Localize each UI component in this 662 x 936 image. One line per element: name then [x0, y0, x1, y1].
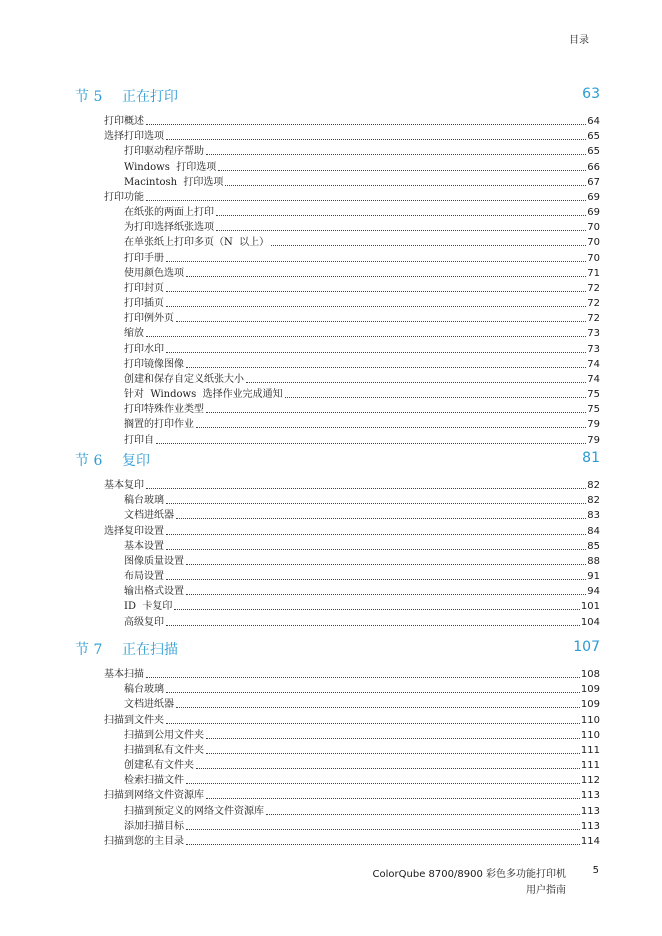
dot-leader	[206, 798, 580, 799]
toc-subentry[interactable]	[124, 387, 600, 401]
dot-leader	[246, 382, 586, 383]
toc-entry-page: 70	[587, 252, 600, 264]
toc-subentry[interactable]	[124, 402, 600, 416]
toc-entry-title: 打印镜像图像	[124, 358, 184, 370]
toc-subentry[interactable]	[124, 743, 600, 757]
running-header: 目录	[569, 35, 589, 46]
toc-entry-title: 扫描到网络文件资源库	[104, 790, 204, 802]
toc-entry-page: 91	[587, 571, 600, 583]
footer-product-title: ColorQube 8700/8900 彩色多功能打印机	[372, 869, 566, 880]
toc-entry-page: 79	[587, 434, 600, 446]
toc-subentry[interactable]	[124, 342, 600, 356]
toc-subentry[interactable]	[124, 251, 600, 265]
dot-leader	[166, 139, 586, 140]
toc-entry-title: 高级复印	[124, 616, 164, 628]
toc-entry-page: 109	[580, 699, 600, 711]
toc-entry-page: 84	[587, 525, 600, 537]
toc-entry[interactable]	[104, 667, 600, 681]
toc-entry-page: 69	[587, 191, 600, 203]
toc-subentry[interactable]	[124, 584, 600, 598]
dot-leader	[186, 783, 580, 784]
toc-entry-title: 缩放	[124, 328, 144, 340]
dot-leader	[186, 829, 580, 830]
toc-entry-title: 扫描到私有文件夹	[124, 744, 204, 756]
dot-leader	[216, 215, 586, 216]
dot-leader	[196, 427, 586, 428]
dot-leader	[166, 549, 586, 550]
toc-entry-title: 基本设置	[124, 540, 164, 552]
dot-leader	[166, 306, 586, 307]
toc-entry-page: 70	[587, 222, 600, 234]
dot-leader	[186, 367, 586, 368]
toc-entry-page: 69	[587, 207, 600, 219]
toc-subentry[interactable]	[124, 773, 600, 787]
toc-entry-title: 基本复印	[104, 480, 144, 491]
dot-leader	[146, 200, 586, 201]
dot-leader	[196, 768, 580, 769]
toc-subentry[interactable]	[124, 281, 600, 295]
toc-entry-page: 112	[580, 775, 600, 787]
toc-entry-title: 打印封页	[124, 282, 164, 294]
toc-entry-page: 64	[587, 116, 600, 127]
section-label: 节 6	[75, 453, 103, 469]
toc-entry[interactable]	[104, 190, 600, 204]
section-label: 节 5	[75, 89, 103, 105]
toc-entry-title: 针对 Windows 选择作业完成通知	[124, 389, 283, 401]
toc-subentry[interactable]	[124, 235, 600, 249]
toc-entry-page: 82	[587, 480, 600, 491]
dot-leader	[166, 534, 586, 535]
toc-entry-title: 打印水印	[124, 343, 164, 355]
toc-entry-page: 113	[580, 805, 600, 817]
dot-leader	[166, 352, 586, 353]
toc-entry-title: 打印插页	[124, 298, 164, 310]
toc-entry-page: 82	[587, 495, 600, 507]
toc-entry-title: 检索扫描文件	[124, 775, 184, 787]
dot-leader	[271, 245, 586, 246]
section-title: 正在扫描	[122, 642, 178, 658]
section-label: 节 7	[75, 642, 103, 658]
toc-entry-title: 选择复印设置	[104, 525, 164, 537]
toc-subentry[interactable]	[124, 296, 600, 310]
toc-entry-page: 75	[587, 404, 600, 416]
dot-leader	[216, 230, 586, 231]
toc-entry-title: 基本扫描	[104, 669, 144, 680]
toc-entry-title: 在单张纸上打印多页（N 以上）	[124, 237, 270, 249]
toc-entry-title: 打印概述	[104, 116, 144, 127]
toc-entry-title: 布局设置	[124, 571, 164, 583]
toc-entry-title: 选择打印选项	[104, 131, 164, 143]
toc-entry-title: 创建和保存自定义纸张大小	[124, 373, 244, 385]
toc-subentry[interactable]	[124, 144, 600, 158]
toc-entry-page: 113	[580, 790, 600, 802]
dot-leader	[206, 412, 586, 413]
toc-entry-page: 88	[587, 555, 600, 567]
toc-entry-page: 111	[580, 744, 600, 756]
toc-subentry[interactable]	[124, 682, 600, 696]
toc-entry-page: 104	[580, 616, 600, 628]
dot-leader	[218, 170, 586, 171]
toc-entry[interactable]	[104, 713, 600, 727]
toc-entry-page: 71	[587, 267, 600, 279]
toc-entry-title: 使用颜色选项	[124, 267, 184, 279]
dot-leader	[225, 185, 586, 186]
toc-entry-page: 66	[587, 161, 600, 173]
toc-entry-page: 72	[587, 298, 600, 310]
dot-leader	[206, 738, 580, 739]
dot-leader	[146, 677, 580, 678]
toc-entry-page: 67	[587, 176, 600, 188]
toc-entry-title: 稿台玻璃	[124, 684, 164, 696]
dot-leader	[166, 625, 580, 626]
toc-entry[interactable]	[104, 788, 600, 802]
dot-leader	[146, 124, 586, 125]
toc-entry-title: 在纸张的两面上打印	[124, 207, 214, 219]
footer-subtitle: 用户指南	[526, 885, 566, 896]
toc-entry-page: 85	[587, 540, 600, 552]
toc-entry-title: 打印特殊作业类型	[124, 404, 204, 416]
dot-leader	[206, 753, 580, 754]
toc-subentry[interactable]	[124, 615, 600, 629]
section-title: 复印	[122, 453, 150, 469]
toc-entry-page: 73	[587, 328, 600, 340]
section-heading[interactable]	[75, 639, 600, 659]
toc-entry-title: 扫描到文件夹	[104, 714, 164, 726]
toc-entry[interactable]	[104, 114, 600, 128]
dot-leader	[176, 518, 586, 519]
section-page-number: 107	[573, 639, 600, 655]
toc-subentry[interactable]	[124, 372, 600, 386]
toc-subentry[interactable]	[124, 728, 600, 742]
toc-entry-page: 83	[587, 510, 600, 522]
toc-subentry[interactable]	[124, 493, 600, 507]
toc-entry-page: 94	[587, 586, 600, 598]
dot-leader	[174, 609, 580, 610]
section-title: 正在打印	[122, 89, 178, 105]
toc-entry-title: 打印驱动程序帮助	[124, 146, 204, 158]
toc-entry-title: Macintosh 打印选项	[124, 176, 224, 188]
toc-entry-title: 为打印选择纸张选项	[124, 222, 214, 234]
toc-subentry[interactable]	[124, 539, 600, 553]
dot-leader	[186, 564, 586, 565]
toc-entry[interactable]	[104, 129, 600, 143]
toc-subentry[interactable]	[124, 569, 600, 583]
section-heading[interactable]	[75, 450, 600, 470]
dot-leader	[166, 579, 586, 580]
dot-leader	[146, 488, 586, 489]
toc-entry-title: 扫描到您的主目录	[104, 835, 184, 847]
toc-entry-title: 扫描到预定义的网络文件资源库	[124, 805, 264, 817]
dot-leader	[186, 844, 580, 845]
toc-subentry[interactable]	[124, 357, 600, 371]
dot-leader	[176, 707, 580, 708]
toc-subentry[interactable]	[124, 160, 600, 174]
toc-entry-page: 73	[587, 343, 600, 355]
toc-entry-page: 75	[587, 389, 600, 401]
dot-leader	[166, 503, 586, 504]
dot-leader	[285, 397, 587, 398]
toc-entry-title: 创建私有文件夹	[124, 760, 194, 772]
toc-entry-page: 113	[580, 820, 600, 832]
toc-subentry[interactable]	[124, 433, 600, 447]
toc-subentry[interactable]	[124, 326, 600, 340]
toc-entry-page: 110	[580, 729, 600, 741]
toc-entry-page: 65	[587, 131, 600, 143]
toc-subentry[interactable]	[124, 417, 600, 431]
toc-entry-page: 65	[587, 146, 600, 158]
footer-page-number: 5	[592, 865, 599, 876]
dot-leader	[186, 276, 586, 277]
toc-entry-title: 扫描到公用文件夹	[124, 729, 204, 741]
toc-entry[interactable]	[104, 478, 600, 492]
toc-entry-title: 打印功能	[104, 191, 144, 203]
toc-entry-page: 101	[580, 601, 600, 613]
toc-subentry[interactable]	[124, 508, 600, 522]
dot-leader	[166, 723, 580, 724]
toc-entry-page: 79	[587, 419, 600, 431]
toc-entry-page: 111	[580, 760, 600, 772]
toc-entry-page: 110	[580, 714, 600, 726]
toc-subentry[interactable]	[124, 758, 600, 772]
toc-entry-title: 打印手册	[124, 252, 164, 264]
section-heading[interactable]	[75, 86, 600, 106]
toc-entry-page: 72	[587, 282, 600, 294]
dot-leader	[186, 594, 586, 595]
toc-entry-title: 文档进纸器	[124, 510, 174, 522]
toc-subentry[interactable]	[124, 819, 600, 833]
dot-leader	[166, 291, 586, 292]
toc-entry-title: 添加扫描目标	[124, 820, 184, 832]
toc-entry-page: 72	[587, 313, 600, 325]
toc-entry-title: 文档进纸器	[124, 699, 174, 711]
dot-leader	[206, 154, 586, 155]
toc-entry-title: 图像质量设置	[124, 555, 184, 567]
toc-subentry[interactable]	[124, 266, 600, 280]
section-page-number: 63	[582, 86, 600, 102]
toc-entry-title: ID 卡复印	[124, 601, 173, 613]
toc-entry-title: 搁置的打印作业	[124, 419, 194, 431]
toc-entry-page: 114	[580, 835, 600, 847]
toc-subentry[interactable]	[124, 554, 600, 568]
toc-entry-page: 74	[587, 373, 600, 385]
toc-entry[interactable]	[104, 524, 600, 538]
toc-subentry[interactable]	[124, 311, 600, 325]
toc-entry-title: 输出格式设置	[124, 586, 184, 598]
dot-leader	[266, 814, 580, 815]
toc-entry-page: 74	[587, 358, 600, 370]
section-page-number: 81	[582, 450, 600, 466]
dot-leader	[146, 336, 586, 337]
toc-entry-title: 打印自	[124, 434, 154, 446]
toc-entry-title: Windows 打印选项	[124, 161, 217, 173]
toc-entry[interactable]	[104, 834, 600, 848]
dot-leader	[176, 321, 586, 322]
toc-subentry[interactable]	[124, 205, 600, 219]
toc-subentry[interactable]	[124, 220, 600, 234]
toc-entry-title: 打印例外页	[124, 313, 174, 325]
dot-leader	[166, 692, 580, 693]
toc-subentry[interactable]	[124, 804, 600, 818]
toc-subentry[interactable]	[124, 697, 600, 711]
toc-entry-page: 70	[587, 237, 600, 249]
dot-leader	[166, 261, 586, 262]
toc-subentry[interactable]	[124, 599, 600, 613]
toc-subentry[interactable]	[124, 175, 600, 189]
dot-leader	[156, 443, 586, 444]
toc-entry-page: 109	[580, 684, 600, 696]
toc-entry-page: 108	[580, 669, 600, 680]
toc-entry-title: 稿台玻璃	[124, 495, 164, 507]
